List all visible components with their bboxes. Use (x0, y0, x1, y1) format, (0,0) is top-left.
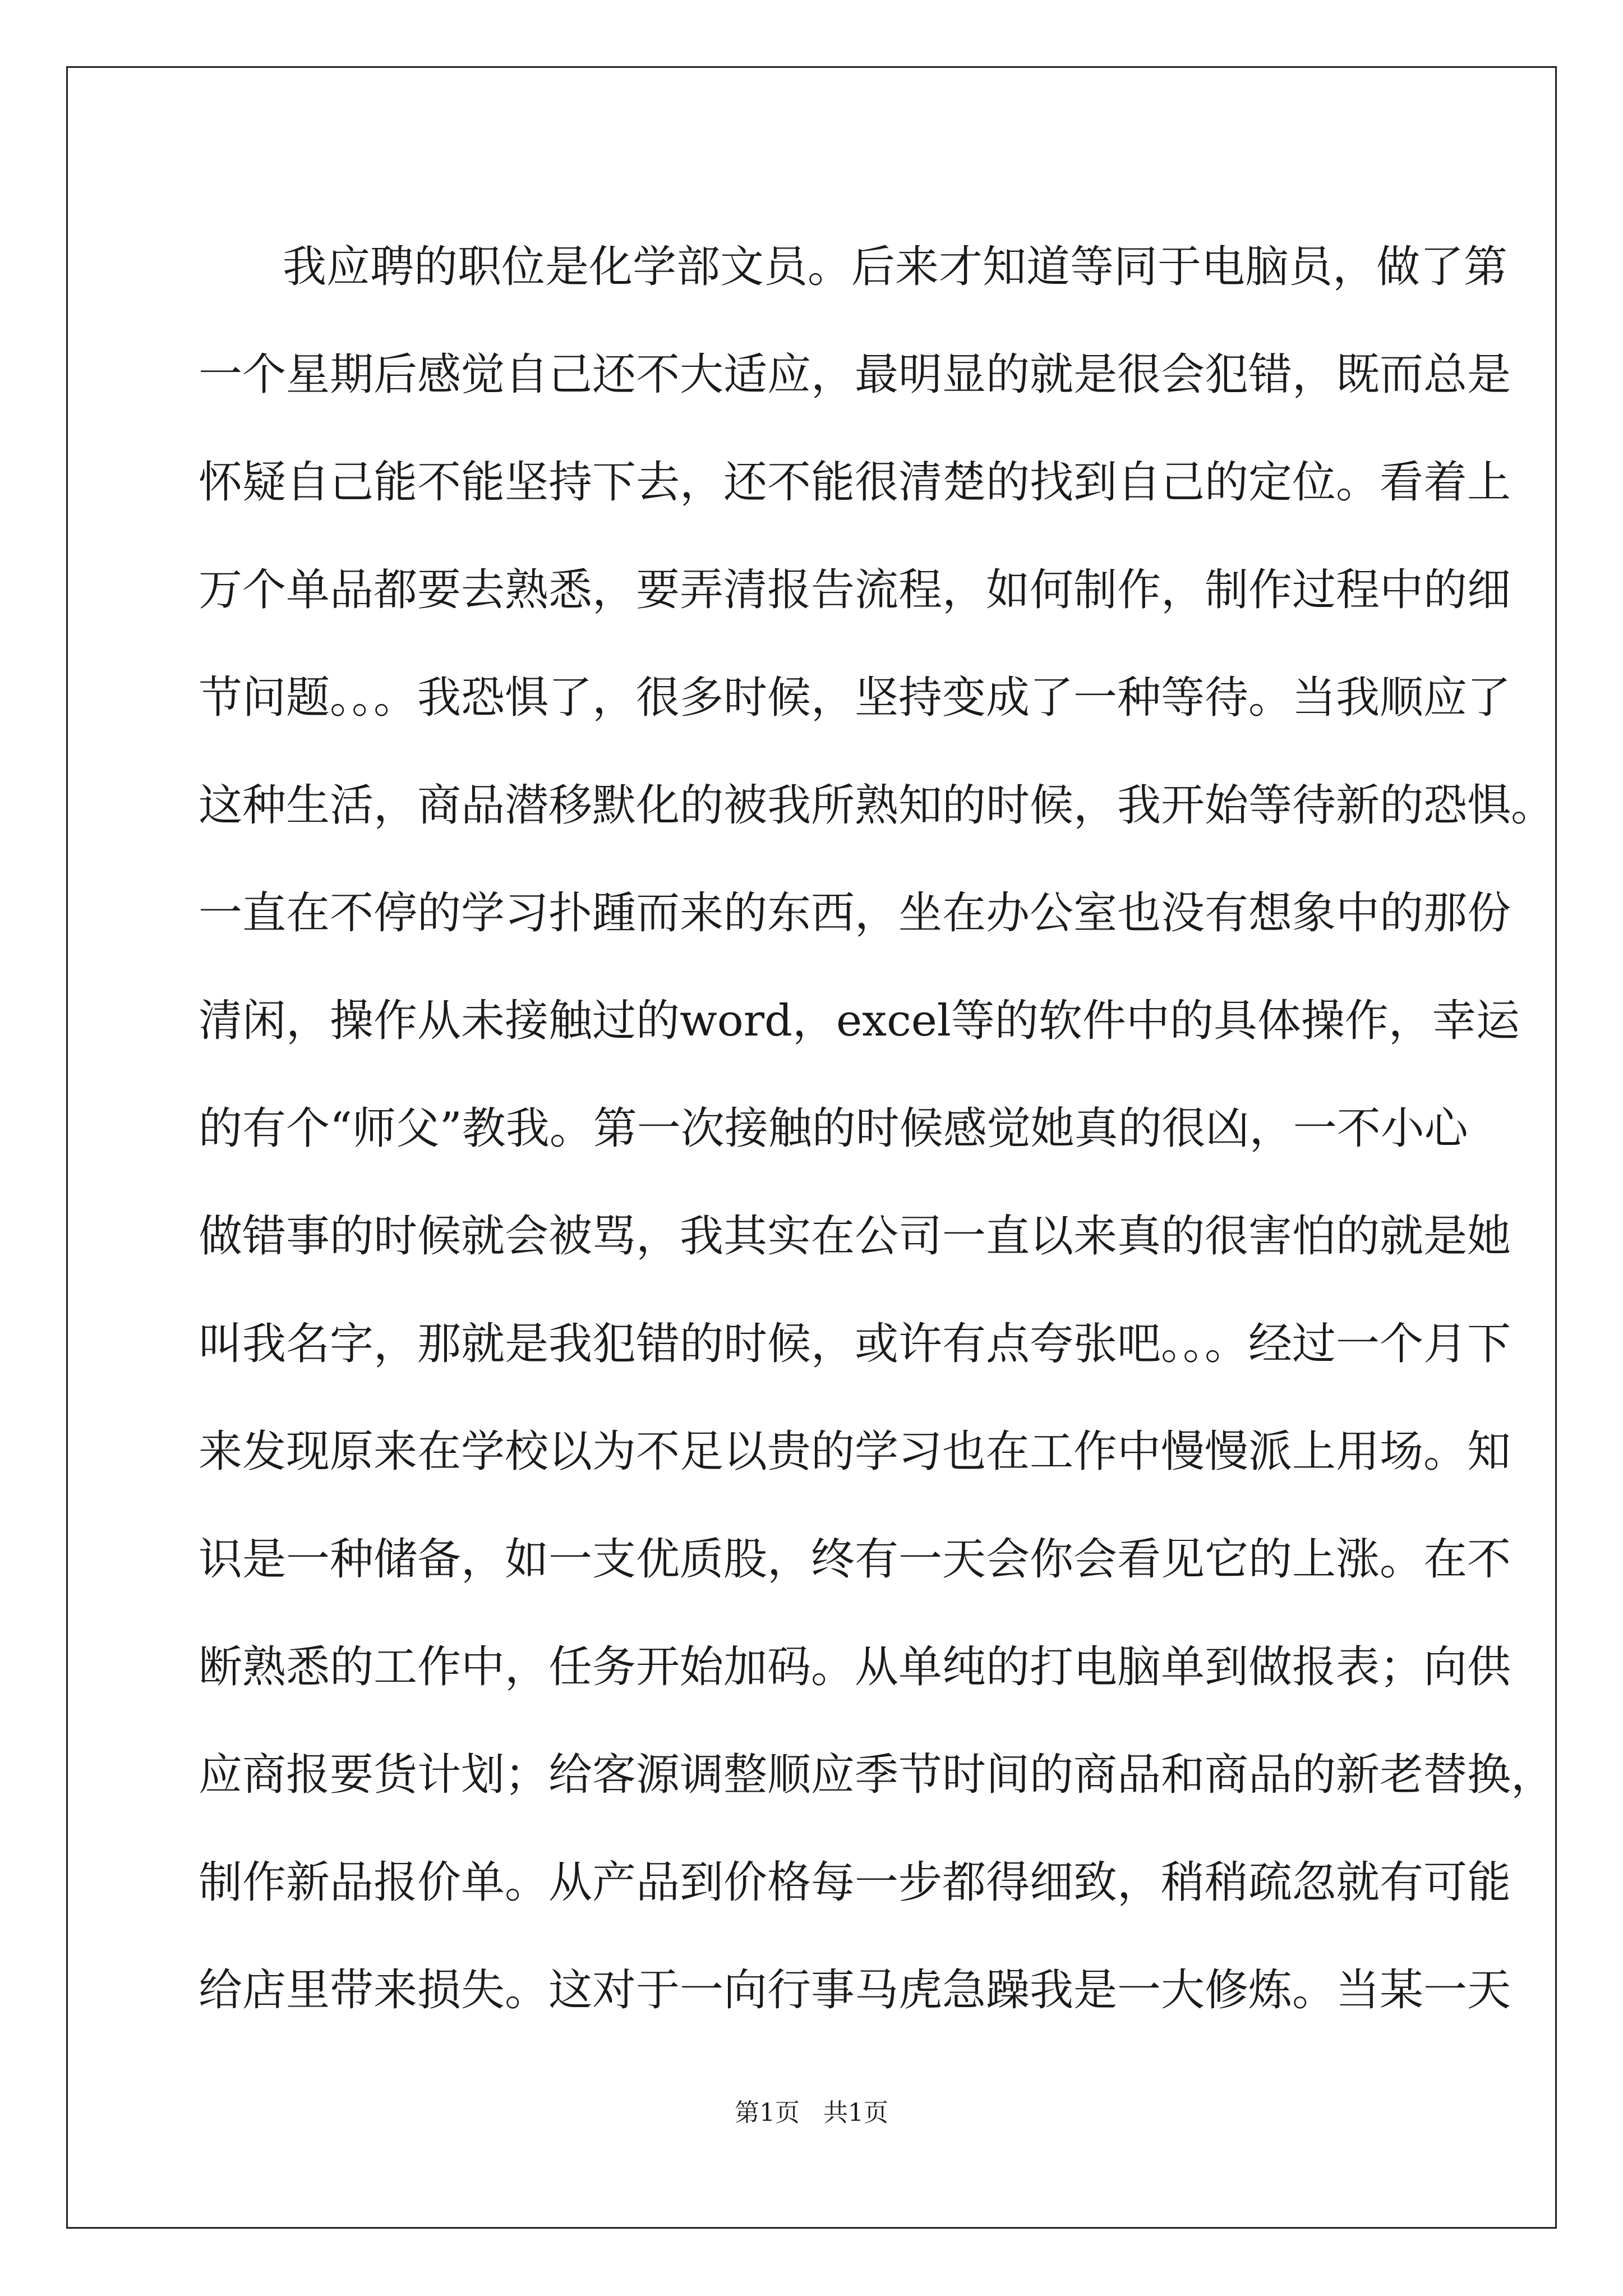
paragraph-line: 我应聘的职位是化学部文员。后来才知道等同于电脑员，做了第 (283, 242, 1508, 292)
paragraph-line: 断熟悉的工作中，任务开始加码。从单纯的打电脑单到做报表；向供 (199, 1642, 1511, 1692)
paragraph-line: 一个星期后感觉自己还不大适应，最明显的就是很会犯错，既而总是 (199, 349, 1511, 400)
paragraph-line: 的有个“师父”教我。第一次接触的时候感觉她真的很凶，一不小心 (199, 1103, 1468, 1154)
paragraph-line: 叫我名字，那就是我犯错的时候，或许有点夸张吧。。。经过一个月下 (199, 1319, 1511, 1369)
paragraph-line: 清闲，操作从未接触过的word，excel等的软件中的具体操作，幸运 (199, 996, 1520, 1046)
page-total: 共1页 (823, 2099, 888, 2127)
paragraph-line: 这种生活，商品潜移默化的被我所熟知的时候，我开始等待新的恐惧。 (199, 780, 1555, 831)
paragraph-line: 做错事的时候就会被骂，我其实在公司一直以来真的很害怕的就是她 (199, 1211, 1511, 1262)
paragraph-line: 节问题。。。我恐惧了，很多时候，坚持变成了一种等待。当我顺应了 (199, 673, 1511, 723)
paragraph-line: 一直在不停的学习扑踵而来的东西，坐在办公室也没有想象中的那份 (199, 888, 1511, 938)
page-footer (0, 2092, 1623, 2128)
paragraph-line: 识是一种储备，如一支优质股，终有一天会你会看见它的上涨。在不 (199, 1534, 1511, 1585)
paragraph-line: 来发现原来在学校以为不足以贵的学习也在工作中慢慢派上用场。知 (199, 1427, 1511, 1477)
document-body (199, 213, 1555, 2044)
paragraph-line: 给店里带来损失。这对于一向行事马虎急躁我是一大修炼。当某一天 (199, 1965, 1511, 2016)
footer-spacer (800, 2099, 823, 2127)
paragraph-line: 应商报要货计划；给客源调整顺应季节时间的商品和商品的新老替换， (199, 1750, 1555, 1800)
paragraph-line: 怀疑自己能不能坚持下去，还不能很清楚的找到自己的定位。看着上 (199, 457, 1511, 508)
page-number: 第1页 (735, 2099, 800, 2127)
paragraph-line: 万个单品都要去熟悉，要弄清报告流程，如何制作，制作过程中的细 (199, 565, 1511, 615)
paragraph-line: 制作新品报价单。从产品到价格每一步都得细致，稍稍疏忽就有可能 (199, 1857, 1511, 1908)
